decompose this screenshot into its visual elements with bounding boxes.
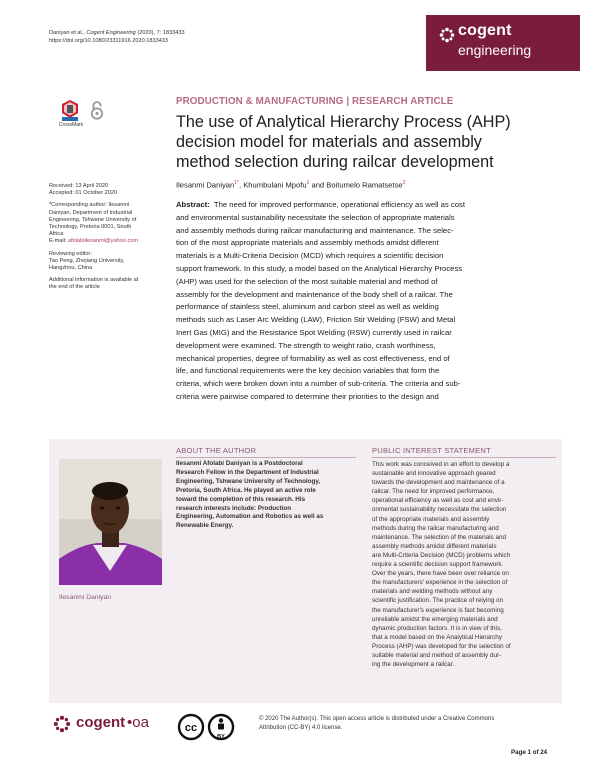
title-line: method selection during railcar development <box>176 153 494 171</box>
abstract-line: Inert Gas (MIG) and the Resistance Spot Welding (RSW) currently used in railcar <box>176 327 452 337</box>
cogent-dots-icon <box>439 27 455 43</box>
editor-line: Hangzhou, China <box>49 265 93 272</box>
title-line: The use of Analytical Hierarchy Process (AHP) <box>176 113 511 131</box>
citation-authors: Daniyan et al., <box>49 30 85 36</box>
article-title <box>176 112 556 172</box>
doi-link[interactable]: https://doi.org/10.1080/23311916.2020.1833433 <box>49 38 169 44</box>
public-line: unreliable amidst the emerging materials and <box>372 615 498 623</box>
author-list: Ilesanmi Daniyan$^{1*}$, Khumbulani Mpofu$^1$ and Boitumelo Ramatsetse$^2$ <box>176 180 406 190</box>
corresponding-line: Technology, Pretoria 0001, South <box>49 224 132 231</box>
logo-subject: engineering <box>458 42 532 58</box>
public-line: of the appropriate materials and assembly <box>372 515 490 523</box>
page-number: Page 1 of 24 <box>511 749 548 756</box>
corresponding-line: Daniyan, Department of Industrial <box>49 209 133 216</box>
about-author-heading: ABOUT THE AUTHOR <box>176 446 257 455</box>
article-meta <box>49 183 161 292</box>
about-line: research interests include: Production <box>176 504 292 512</box>
abstract-line: and assembly methods during railcar manufacturing and maintenance. The selec- <box>176 225 454 235</box>
public-line: the manufacturers' experience in the selection of <box>372 579 508 587</box>
author-name[interactable]: Boitumelo Ramatsetse <box>326 180 403 190</box>
author-photo <box>59 459 162 585</box>
public-line: onmental sustainability necessitate the selection <box>372 506 507 514</box>
photo-caption: Ilesanmi Daniyan <box>59 594 112 601</box>
about-line: toward the completion of this research. His <box>176 495 306 503</box>
accepted-date: Accepted: 01 October 2020 <box>49 190 118 197</box>
abstract-line: criteria, which were broken down into a number of sub-criteria. The criteria and sub- <box>176 379 461 389</box>
public-line: dynamic production factors. It is in view of this, <box>372 624 502 632</box>
public-interest-text <box>372 460 558 669</box>
email-link[interactable]: afolabiilesanmi@yahoo.com <box>67 238 139 245</box>
public-line: materials and welding methods without any <box>372 588 493 596</box>
editor-line: Tao Peng, Zhejiang University, <box>49 257 125 264</box>
public-line: require a scientific decision support framework. <box>372 561 504 569</box>
title-line: decision model for materials and assembly <box>176 133 482 151</box>
public-line: assembly methods amidst different materials <box>372 542 497 550</box>
license-line: Attribution (CC-BY) 4.0 license. <box>259 725 343 731</box>
header-citation <box>49 29 185 38</box>
additional-info-line: the end of the article <box>49 284 100 291</box>
footer-brand-name: cogent <box>76 714 126 731</box>
public-interest-heading: PUBLIC INTEREST STATEMENT <box>372 446 491 455</box>
abstract-line: materials is a Multi-Criteria Decision (MCD) which requires a scientific decision <box>176 251 444 261</box>
corresponding-line: Africa <box>49 231 64 238</box>
public-line: suitable material and method of assembly dur- <box>372 651 502 659</box>
divider <box>372 457 556 458</box>
cogent-dots-icon <box>53 715 71 733</box>
crossmark-label: CrossMark <box>58 122 84 128</box>
citation-journal: Cogent Engineering <box>86 30 136 36</box>
public-line: the manufacturer's experience is fast becoming <box>372 606 504 614</box>
abstract-line: criteria were pairwise compared to determine their priorities to the design and <box>176 391 439 401</box>
author-affiliation: 2 <box>402 180 406 186</box>
license-text <box>259 715 559 733</box>
about-line: Renewable Energy. <box>176 522 234 530</box>
abstract-line: and environmental sustainability necessitate the selection of appropriate materials <box>176 212 455 222</box>
about-line: Research Fellow in the Department of Industrial <box>176 468 319 476</box>
corresponding-line: Engineering, Tshwane University of <box>49 216 137 223</box>
received-date: Received: 13 April 2020 <box>49 183 109 189</box>
cogent-oa-logo <box>49 711 159 735</box>
author-affiliation: 1* <box>234 180 239 186</box>
abstract-line: performance of stainless steel, aluminum and carbon steel as well as welding <box>176 302 439 312</box>
about-line: Engineering, Tshwane University of Technology, <box>176 477 321 485</box>
public-line: towards the development and maintenance of a <box>372 479 505 487</box>
about-line: Pretoria, South Africa. He played an active role <box>176 486 316 494</box>
abstract-label: Abstract: <box>176 200 210 209</box>
license-line: © 2020 The Author(s). This open access article is distributed under a Creative Commons <box>259 716 495 722</box>
public-line: ing the development a railcar. <box>372 661 455 669</box>
abstract-line: (AHP) was used for the selection of the most suitable material and method of <box>176 276 438 286</box>
about-line: Ilesanmi Afolabi Daniyan is a Postdoctoral <box>176 460 303 467</box>
editor-line: Reviewing editor: <box>49 250 92 257</box>
author-name[interactable]: Khumbulani Mpofu <box>243 180 307 190</box>
public-line: railcar. The need for improved performance, <box>372 488 495 496</box>
public-line: scientific justification. The practice of relying on <box>372 597 504 605</box>
abstract <box>176 199 560 404</box>
crossmark-icon[interactable] <box>60 99 80 123</box>
divider <box>176 457 356 458</box>
public-line: operational efficiency as well as cost and envir- <box>372 497 504 505</box>
public-line: This work was conceived in an effort to develop a <box>372 461 510 468</box>
cogent-engineering-logo <box>426 15 580 71</box>
cc-label: cc <box>184 722 198 734</box>
abstract-line: assembly for the development and maintenance of the body shell of a railcar. The <box>176 289 453 299</box>
logo-brand-name: cogent <box>458 22 512 39</box>
email-line: E-mail: afolabiilesanmi@yahoo.com <box>49 238 139 245</box>
open-access-icon <box>90 100 104 120</box>
public-line: methods during the railcar manufacturing and <box>372 524 499 532</box>
public-line: maintenance. The selection of the materials and <box>372 533 506 541</box>
by-label: BY <box>217 734 225 740</box>
abstract-line: mechanical properties, degree of formability as well as cost effectiveness, end of <box>176 353 450 363</box>
additional-info-line: Additional information is available at <box>49 277 139 284</box>
abstract-line: support framework. In this study, a model based on the Analytical Hierarchy Process <box>176 263 463 273</box>
abstract-line: tion of the most appropriate materials and assembly methods amidst different <box>176 238 439 248</box>
abstract-line: development were examined. The strength to weight ratio, crash worthiness, <box>176 340 436 350</box>
public-line: are Multi-Criteria Decision (MCD) problems which <box>372 551 511 559</box>
public-line: Over the years, there have been over reliance on <box>372 570 509 578</box>
citation-volume: (2020), 7: 1833433 <box>137 30 185 36</box>
public-line: sustainable and innovative approach geared <box>372 470 496 478</box>
cc-by-license-icon[interactable] <box>177 713 245 741</box>
about-line: Engineering, Automation and Robotics as well as <box>176 513 324 521</box>
footer-brand-suffix: •oa <box>127 714 149 731</box>
author-name[interactable]: Ilesanmi Daniyan <box>176 180 235 190</box>
corresponding-line: *Corresponding author: Ilesanmi <box>49 202 130 209</box>
abstract-line: Abstract: The need for improved performance, operational efficiency as well as cost <box>176 200 466 209</box>
public-line: Process (AHP) was developed for the selection of <box>372 642 511 650</box>
section-label: PRODUCTION & MANUFACTURING | RESEARCH ARTICLE <box>176 96 454 107</box>
author-affiliation: 1 <box>306 180 310 186</box>
public-line: that a model based on the Analytical Hierarchy <box>372 633 502 641</box>
about-author-text <box>176 460 361 531</box>
abstract-line: methods such as Laser Arc Welding (LAW), Friction Stir Welding (FSW) and Metal <box>176 315 456 325</box>
abstract-line: life, and functional requirements were the key decision variables that form the <box>176 366 440 376</box>
